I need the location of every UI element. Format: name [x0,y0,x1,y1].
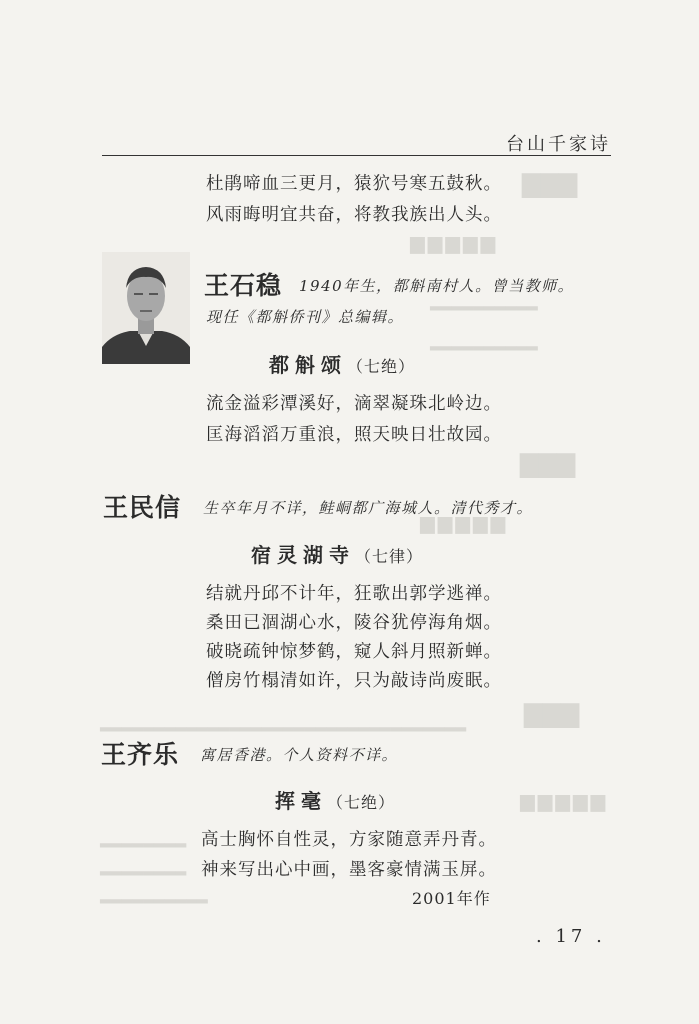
poem-form: （七律） [355,547,424,566]
bleed-through-mark: ▇▇▇ [524,700,580,728]
poem-line: 流金溢彩潭溪好，滴翠凝珠北岭边。 [206,394,502,414]
bleed-through-mark: ▂▂▂▂▂▂▂▂▂▂ [430,295,538,311]
poem-title-text: 都斛颂 [269,353,347,377]
poet-bio: 1940年生，都斛南村人。曾当教师。 [299,277,575,295]
poet-name: 王齐乐 [101,740,180,769]
poet-bio: 生卒年月不详，鲑峒都广海城人。清代秀才。 [203,499,534,517]
bleed-through-mark: ▂▂▂▂▂▂▂▂▂▂▂▂▂▂▂▂▂▂▂▂▂▂▂▂▂▂▂▂▂▂▂▂▂▂ [100,716,467,732]
poem-title [251,539,423,568]
poem-line: 僧房竹榻清如许，只为敲诗尚废眠。 [206,671,502,691]
poem-line: 风雨晦明宜共奋，将教我族出人头。 [206,205,502,225]
poem-title-text: 宿灵湖寺 [251,543,355,567]
poem-title [275,785,395,814]
bleed-through-mark: ▇▇▇ [522,170,578,198]
poem-line: 匡海滔滔万重浪，照天映日壮故园。 [206,425,502,445]
poem-title [269,349,415,378]
bleed-through-mark: ▂▂▂▂▂▂▂▂ [100,832,187,848]
poem-line: 结就丹邱不计年，狂歌出郭学逃禅。 [206,584,502,604]
bleed-through-mark: ▂▂▂▂▂▂▂▂▂▂ [100,888,208,904]
poet-name: 王民信 [103,493,182,522]
bleed-through-mark: ▂▂▂▂▂▂▂▂▂▂ [430,335,538,351]
bleed-through-mark: ▂▂▂▂▂▂▂▂ [100,860,187,876]
poem-line: 神来写出心中画，墨客豪情满玉屏。 [201,860,497,880]
book-title: 台山千家诗 [506,134,611,155]
poem-form: （七绝） [347,357,416,376]
poem-line: 桑田已涸湖心水，陵谷犹停海角烟。 [206,613,502,633]
poem-line: 高士胸怀自性灵，方家随意弄丹青。 [201,830,497,850]
poem-form: （七绝） [327,793,396,812]
bleed-through-mark: ▆▆▆▆▆ [410,232,499,254]
poet-bio: 现任《都斛侨刊》总编辑。 [206,308,405,326]
page-number: . 17 . [536,926,606,947]
poet-name: 王石稳 [204,271,283,300]
bleed-through-mark: ▆▆▆▆▆ [420,512,509,534]
poem-title-text: 挥毫 [275,789,327,813]
poem-line: 杜鹃啼血三更月，猿狖号寒五鼓秋。 [206,174,502,194]
poet-bio: 寓居香港。个人资料不详。 [200,746,399,764]
header-rule [102,155,611,156]
poet-portrait [102,252,190,364]
poem-date: 2001年作 [412,889,491,908]
poem-line: 破晓疏钟惊梦鹤，窥人斜月照新蝉。 [206,642,502,662]
bleed-through-mark: ▆▆▆▆▆ [520,790,609,812]
bleed-through-mark: ▇▇▇ [520,450,576,478]
